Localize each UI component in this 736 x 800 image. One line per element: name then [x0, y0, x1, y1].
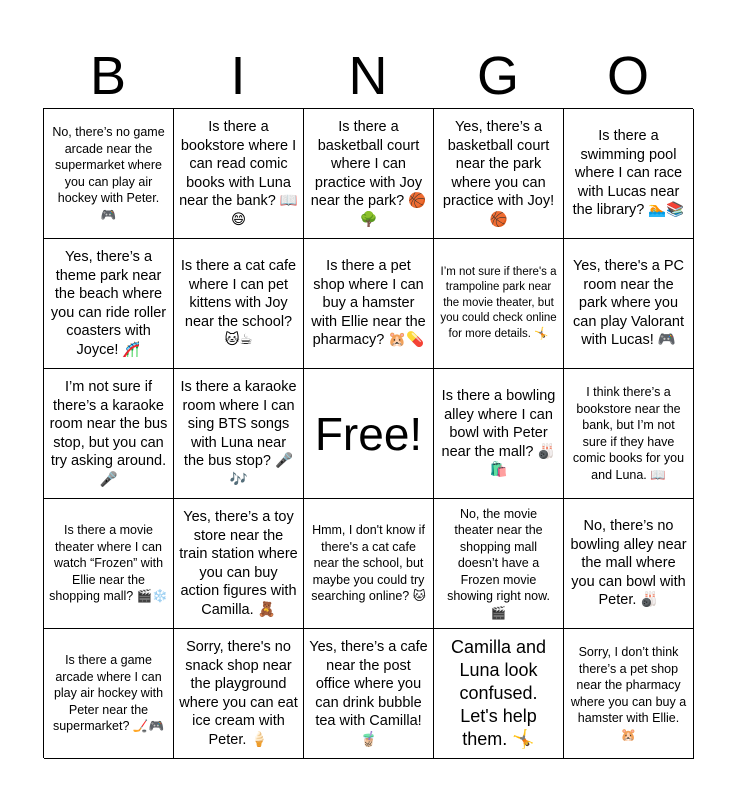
cell-text: No, there’s no game arcade near the supermarket where you can play air hockey with Peter. 🎮: [52, 125, 165, 222]
bingo-cell-r2-c1[interactable]: [44, 239, 174, 369]
bingo-cell-r5-c4[interactable]: [434, 629, 564, 759]
cell-text: Sorry, I don’t think there’s a pet shop near the pharmacy where you can buy a hamster with Ellie. 🐹: [570, 645, 687, 742]
bingo-cell-r2-c4[interactable]: [434, 239, 564, 369]
bingo-cell-r5-c2[interactable]: [174, 629, 304, 759]
bingo-cell-r5-c5[interactable]: [564, 629, 694, 759]
bingo-grid: [43, 108, 693, 758]
cell-text: Is there a game arcade where I can play air hockey with Peter near the supermarket? 🏒🎮: [52, 653, 165, 734]
bingo-cell-r1-c4[interactable]: [434, 109, 564, 239]
bingo-cell-r2-c2[interactable]: [174, 239, 304, 369]
cell-text: I’m not sure if there’s a karaoke room near the bus stop, but you can try asking around. 🎤: [49, 379, 168, 488]
bingo-cell-r3-c5[interactable]: [564, 369, 694, 499]
cell-text: Is there a karaoke room where I can sing BTS songs with Luna near the bus stop? 🎤🎶: [180, 379, 297, 488]
cell-text: Is there a basketball court where I can practice with Joy near the park? 🏀🌳: [310, 119, 427, 228]
bingo-cell-r3-c1[interactable]: [44, 369, 174, 499]
cell-text: No, there’s no bowling alley near the mall where you can bowl with Peter. 🎳: [570, 518, 687, 609]
cell-text: Yes, there’s a basketball court near the park where you can practice with Joy! 🏀: [442, 119, 555, 228]
header-letter-b: B: [89, 46, 127, 106]
bingo-cell-r4-c1[interactable]: [44, 499, 174, 629]
bingo-cell-r1-c1[interactable]: [44, 109, 174, 239]
bingo-cell-r5-c1[interactable]: [44, 629, 174, 759]
cell-text: Yes, there’s a theme park near the beach where you can ride roller coasters with Joyce! 🎢: [50, 249, 167, 358]
cell-text: Sorry, there's no snack shop near the playground where you can eat ice cream with Peter. 🍦: [179, 639, 298, 748]
bingo-cell-free[interactable]: [304, 369, 434, 499]
cell-text: Yes, there’s a cafe near the post office where you can drink bubble tea with Camilla! 🧋: [309, 639, 428, 748]
cell-text: Is there a bookstore where I can read comic books with Luna near the bank? 📖😄: [179, 119, 298, 228]
cell-text: Is there a pet shop where I can buy a hamster with Ellie near the pharmacy? 🐹💊: [311, 258, 426, 349]
header-letter-n: N: [348, 46, 388, 106]
cell-text: Is there a swimming pool where I can race with Lucas near the library? 🏊📚: [572, 128, 685, 219]
cell-text: Yes, there’s a toy store near the train station where you can buy action figures with Camilla. 🧸: [179, 509, 298, 618]
cell-text: Camilla and Luna look confused. Let's help them. 🤸: [450, 637, 547, 749]
cell-text: Yes, there's a PC room near the park where you can play Valorant with Lucas! 🎮: [572, 258, 685, 349]
bingo-cell-r4-c3[interactable]: [304, 499, 434, 629]
cell-text: Is there a movie theater where I can watch “Frozen” with Ellie near the shopping mall? 🎬❄️: [49, 523, 168, 604]
bingo-cell-r1-c5[interactable]: [564, 109, 694, 239]
bingo-cell-r4-c2[interactable]: [174, 499, 304, 629]
bingo-cell-r3-c2[interactable]: [174, 369, 304, 499]
bingo-cell-r1-c3[interactable]: [304, 109, 434, 239]
bingo-cell-r4-c5[interactable]: [564, 499, 694, 629]
bingo-cell-r1-c2[interactable]: [174, 109, 304, 239]
cell-text: Is there a cat cafe where I can pet kittens with Joy near the school? 🐱☕: [180, 258, 297, 349]
bingo-cell-r3-c4[interactable]: [434, 369, 564, 499]
cell-text: Hmm, I don't know if there's a cat cafe near the school, but maybe you could try searching online? 🐱: [311, 523, 426, 604]
cell-text: I’m not sure if there's a trampoline park near the movie theater, but you could check online for more details. 🤸: [440, 265, 557, 340]
header-letter-o: O: [606, 46, 649, 106]
header-letter-g: G: [476, 46, 519, 106]
header-letter-i: I: [230, 46, 246, 106]
bingo-cell-r2-c3[interactable]: [304, 239, 434, 369]
bingo-cell-r2-c5[interactable]: [564, 239, 694, 369]
bingo-header: [43, 44, 693, 108]
cell-text: No, the movie theater near the shopping mall doesn’t have a Frozen movie showing right now. 🎬: [447, 506, 550, 620]
cell-text: I think there’s a bookstore near the bank, but I’m not sure if they have comic books for you and Luna. 📖: [572, 385, 685, 482]
bingo-cell-r5-c3[interactable]: [304, 629, 434, 759]
free-space-text: Free!: [314, 407, 423, 460]
bingo-cell-r4-c4[interactable]: [434, 499, 564, 629]
cell-text: Is there a bowling alley where I can bowl with Peter near the mall? 🎳🛍️: [441, 388, 556, 479]
